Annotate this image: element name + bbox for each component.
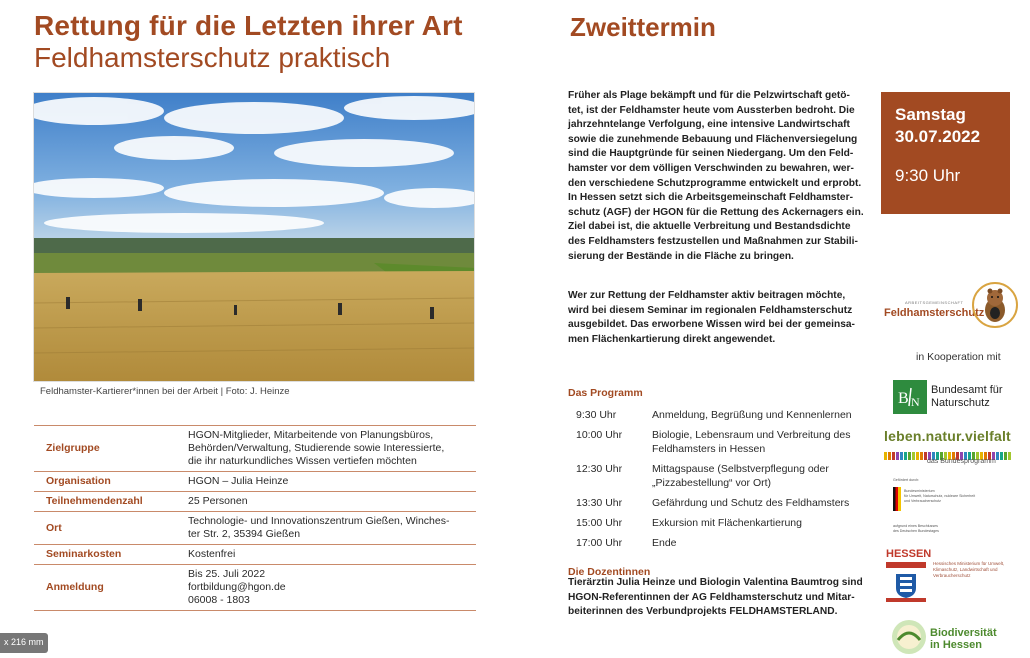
cooperation-label: in Kooperation mit <box>916 351 1001 363</box>
text-line: men Flächenkartierung direkt angewendet. <box>568 333 776 345</box>
field-photo <box>33 92 475 382</box>
date: 30.07.2022 <box>895 127 981 146</box>
info-table <box>34 425 476 611</box>
text-line: sowie die zunehmende Bebauung und Flächenversiegelung <box>568 133 858 145</box>
photo-caption: Feldhamster-Kartierer*innen bei der Arbeit | Foto: J. Heinze <box>40 386 290 397</box>
biodiversity-text: Biodiversität in Hessen <box>930 627 997 651</box>
info-row <box>34 426 476 472</box>
program-desc-line: Anmeldung, Begrüßung und Kennenlernen <box>652 409 852 421</box>
program-time: 13:30 Uhr <box>576 497 623 509</box>
section-title: Zweittermin <box>570 12 716 42</box>
text-line: schutz (AGF) der HGON für die Rettung des Ackernagers ein. <box>568 206 864 218</box>
info-value-line: die ihr naturkundliches Wissen vertiefen möchten <box>188 455 417 467</box>
text-line: sierung der Bestände in die Fläche zu bringen. <box>568 250 794 262</box>
text-line: sind die Hauptgründe für seinen Niedergang. Um den Feld- <box>568 148 854 160</box>
program-item <box>576 496 876 510</box>
program-desc <box>652 496 849 510</box>
info-key: Anmeldung <box>34 565 176 611</box>
info-key: Zielgruppe <box>34 426 176 472</box>
info-key: Ort <box>34 512 176 545</box>
info-row <box>34 545 476 565</box>
text-line: Ziel dabei ist, die aktuelle Verbreitung und Bestandsdichte <box>568 221 851 233</box>
info-value-line: HGON – Julia Heinze <box>188 475 289 487</box>
text-line: wird bei diesem Seminar im regionalen Feldhamsterschutz <box>568 304 853 316</box>
agf-logo-small-text: ARBEITSGEMEINSCHAFT <box>905 300 964 305</box>
info-value-line: 25 Personen <box>188 495 248 507</box>
program-desc <box>652 462 829 490</box>
federal-eagle-icon <box>893 487 901 516</box>
svg-text:N: N <box>911 395 920 409</box>
text-line: den verschiedene Schutzprogramme entwickelt und erprobt. <box>568 177 862 189</box>
info-value-line: 06008 - 1803 <box>188 594 250 606</box>
info-key: Organisation <box>34 472 176 492</box>
program-desc-line: Feldhamsters in Hessen <box>652 443 766 455</box>
info-value-line: ter Str. 2, 35394 Gießen <box>188 528 301 540</box>
program-desc <box>652 408 852 422</box>
info-value <box>176 472 476 492</box>
text-line: Wer zur Rettung der Feldhamster aktiv beitragen möchte, <box>568 290 846 301</box>
intro-paragraph <box>568 89 870 264</box>
info-row <box>34 472 476 492</box>
text-line: hamster vor dem völligen Verschwinden zu bewahren, wer- <box>568 162 854 174</box>
svg-text:B: B <box>898 390 909 407</box>
text-line: des Feldhamsters festzustellen und Maßnahmen zur Stabili- <box>568 235 858 247</box>
program-heading: Das Programm <box>568 387 643 399</box>
funded-by-label: Gefördert durch: <box>893 478 920 482</box>
info-value-line: Bis 25. Juli 2022 <box>188 568 266 580</box>
lecturers-text <box>568 576 873 620</box>
program-desc <box>652 428 850 456</box>
program-desc-line: Mittagspause (Selbstverpflegung oder <box>652 463 829 475</box>
bmu-text: Bundesministerium für Umwelt, Naturschutz, nukleare Sicherheit und Verbraucherschutz <box>904 489 976 503</box>
lnv-subtitle: das Bundesprogramm <box>927 458 996 465</box>
program-desc-line: „Pizzabestellung“ vor Ort) <box>652 477 772 489</box>
program-time: 12:30 Uhr <box>576 463 623 475</box>
text-line: tet, ist der Feldhamster heute vom Aussterben bedroht. Die <box>568 104 855 116</box>
program-item <box>576 536 876 550</box>
info-value <box>176 426 476 472</box>
biodiversity-logo-icon <box>890 618 928 658</box>
program-time: 17:00 Uhr <box>576 537 623 549</box>
page-title: Rettung für die Letzten ihrer Art <box>34 10 463 41</box>
info-row <box>34 492 476 512</box>
program-desc-line: Gefährdung und Schutz des Feldhamsters <box>652 497 850 509</box>
hessen-crest-icon <box>886 562 926 611</box>
zoom-indicator[interactable]: x 216 mm <box>0 633 48 653</box>
date-day: Samstag <box>895 105 966 124</box>
program-desc <box>652 536 677 550</box>
hessen-label: HESSEN <box>886 548 932 560</box>
text-line: jahrzehntelange Verfolgung, eine intensive Landwirtschaft <box>568 119 850 131</box>
page-subtitle: Feldhamsterschutz praktisch <box>34 42 391 73</box>
program-desc-line: Exkursion mit Flächenkartierung <box>652 517 802 529</box>
program-desc-line: Biologie, Lebensraum und Verbreitung des <box>652 429 851 441</box>
program-time: 9:30 Uhr <box>576 409 617 421</box>
bundestag-text: aufgrund eines Beschlusses des Deutschen Bundestages <box>893 524 939 533</box>
program-time: 15:00 Uhr <box>576 517 623 529</box>
program-item <box>576 408 876 422</box>
program-desc-line: Ende <box>652 537 677 549</box>
program-time: 10:00 Uhr <box>576 429 623 441</box>
text-line: In Hessen setzt sich die Arbeitsgemeinschaft Feldhamster- <box>568 192 853 204</box>
info-value <box>176 545 476 565</box>
text-line: beiterinnen des Verbundprojekts FELDHAMSTERLAND. <box>568 606 838 618</box>
date-box <box>881 92 1010 214</box>
text-line: HGON-Referentinnen der AG Feldhamsterschutz und Mitar- <box>568 591 855 603</box>
info-row <box>34 565 476 611</box>
text-line: Früher als Plage bekämpft und für die Pelzwirtschaft getö- <box>568 90 850 101</box>
program <box>568 386 876 556</box>
program-item <box>576 516 876 530</box>
lnv-logo-text: leben.natur.vielfalt <box>884 428 1011 444</box>
program-desc <box>652 516 802 530</box>
info-value-line: HGON-Mitglieder, Mitarbeitende von Planungsbüros, <box>188 429 434 441</box>
lecturers-heading: Die Dozentinnen <box>568 566 651 578</box>
text-line: Tierärztin Julia Heinze und Biologin Valentina Baumtrog sind <box>568 577 863 588</box>
bfn-name: Bundesamt für Naturschutz <box>931 384 1003 409</box>
info-key: Teilnehmendenzahl <box>34 492 176 512</box>
info-value-line: Technologie- und Innovationszentrum Gießen, Winches- <box>188 515 450 527</box>
agf-logo-text: Feldhamsterschutz <box>884 307 985 319</box>
info-value-line: Kostenfrei <box>188 548 236 560</box>
info-value <box>176 512 476 545</box>
info-key: Seminarkosten <box>34 545 176 565</box>
seminar-paragraph <box>568 289 870 347</box>
info-value <box>176 492 476 512</box>
info-row <box>34 512 476 545</box>
hamster-logo-icon <box>970 280 1020 335</box>
bfn-logo-icon <box>893 380 927 419</box>
program-item <box>576 428 876 456</box>
info-value-line: fortbildung@hgon.de <box>188 581 286 593</box>
program-item <box>576 462 876 490</box>
info-value <box>176 565 476 611</box>
start-time: 9:30 Uhr <box>895 166 961 185</box>
info-value-line: Behörden/Verwaltung, Studierende sowie Interessierte, <box>188 442 445 454</box>
hessen-ministry-text: Hessisches Ministerium für Umwelt, Klimaschutz, Landwirtschaft und Verbraucherschutz <box>933 561 1005 578</box>
text-line: ausgebildet. Das erworbene Wissen wird bei der gemeinsa- <box>568 319 855 331</box>
